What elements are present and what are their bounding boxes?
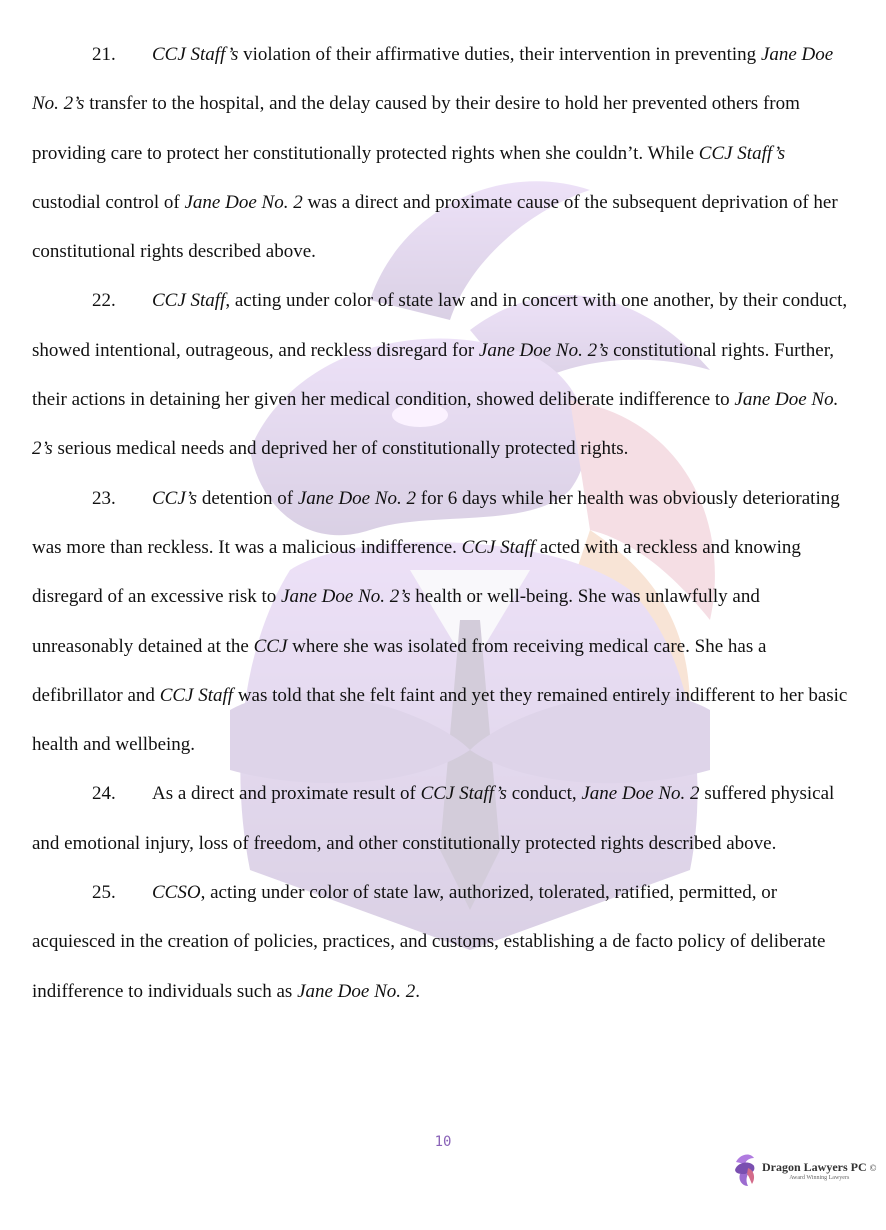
text-run: constitutional rights. Further, their actions in detaining her given her medical condition, showed deliberate indifference to bbox=[32, 339, 835, 411]
italic-term: Jane Doe No. 2’s bbox=[281, 586, 411, 608]
footer-tagline: Award Winning Lawyers bbox=[789, 1174, 850, 1181]
italic-term: Jane Doe No. 2’s bbox=[32, 44, 834, 115]
italic-term: Jane Doe No. 2 bbox=[581, 783, 700, 805]
page-number: 10 bbox=[434, 1134, 452, 1150]
text-run: . bbox=[415, 980, 421, 1002]
paragraph-23 bbox=[32, 474, 858, 770]
italic-term: Jane Doe No. 2’s bbox=[478, 339, 609, 361]
text-run: , acting under color of state law and in concert with one another, by their conduct, showed intentional, outrageous, and reckless disregard for bbox=[32, 290, 848, 361]
document-body bbox=[32, 30, 858, 1016]
italic-term: CCJ Staff’s bbox=[152, 44, 239, 65]
text-run: As a direct and proximate result of bbox=[152, 783, 421, 805]
text-run: was a direct and proximate cause of the subsequent deprivation of her constitutional rights described above. bbox=[32, 191, 838, 263]
italic-term: CCJ Staff’s bbox=[698, 142, 786, 164]
paragraph-number: 24. bbox=[92, 783, 116, 805]
italic-term: Jane Doe No. 2 bbox=[184, 191, 303, 213]
paragraph-24 bbox=[32, 769, 858, 868]
paragraph-number: 22. bbox=[92, 290, 116, 312]
text-run: for 6 days while her health was obviously deteriorating was more than reckless. It was a malicious indifference. bbox=[32, 487, 840, 558]
text-run: health or well-being. She was unlawfully and unreasonably detained at the bbox=[32, 586, 760, 657]
italic-term: CCJ Staff bbox=[461, 536, 536, 558]
italic-term: Jane Doe No. 2 bbox=[297, 487, 417, 509]
dragon-logo-icon bbox=[732, 1152, 758, 1188]
italic-term: CCJ’s bbox=[152, 487, 198, 509]
footer-copyright: © bbox=[869, 1162, 877, 1173]
text-run: serious medical needs and deprived her of constitutionally protected rights. bbox=[52, 438, 629, 460]
footer-logo bbox=[732, 1152, 877, 1188]
paragraph-21 bbox=[32, 30, 858, 276]
text-run: violation of their affirmative duties, their intervention in preventing bbox=[238, 44, 761, 65]
paragraph-number: 25. bbox=[92, 882, 116, 904]
text-run: , acting under color of state law, authorized, tolerated, ratified, permitted, or acquiesced in the creation of policies, practices, and customs, establishing a de facto policy of deliberate indifference to individuals such as bbox=[32, 882, 826, 1002]
italic-term: Jane Doe No. 2’s bbox=[32, 389, 839, 460]
italic-term: CCJ Staff’s bbox=[420, 783, 507, 805]
text-run: detention of bbox=[197, 487, 298, 509]
italic-term: CCJ Staff bbox=[152, 290, 226, 312]
text-run: suffered physical and emotional injury, loss of freedom, and other constitutionally protected rights described above. bbox=[32, 783, 835, 854]
italic-term: CCJ Staff bbox=[159, 684, 234, 706]
paragraph-number: 21. bbox=[92, 44, 116, 65]
italic-term: Jane Doe No. 2 bbox=[297, 980, 416, 1002]
text-run: acted with a reckless and knowing disregard of an excessive risk to bbox=[32, 536, 801, 608]
text-run: transfer to the hospital, and the delay caused by their desire to hold her prevented others from providing care to protect her constitutionally protected rights when she couldn’t. While bbox=[32, 93, 800, 164]
paragraph-25 bbox=[32, 868, 858, 1016]
text-run: where she was isolated from receiving medical care. She has a defibrillator and bbox=[32, 635, 767, 706]
text-run: was told that she felt faint and yet they remained entirely indifferent to her basic health and wellbeing. bbox=[32, 684, 848, 756]
italic-term: CCSO bbox=[152, 882, 201, 904]
text-run: conduct, bbox=[506, 783, 582, 805]
text-run: custodial control of bbox=[32, 191, 185, 213]
paragraph-number: 23. bbox=[92, 487, 116, 509]
italic-term: CCJ bbox=[253, 635, 288, 657]
paragraph-22 bbox=[32, 276, 858, 473]
footer-brand: Dragon Lawyers PC bbox=[762, 1159, 867, 1174]
